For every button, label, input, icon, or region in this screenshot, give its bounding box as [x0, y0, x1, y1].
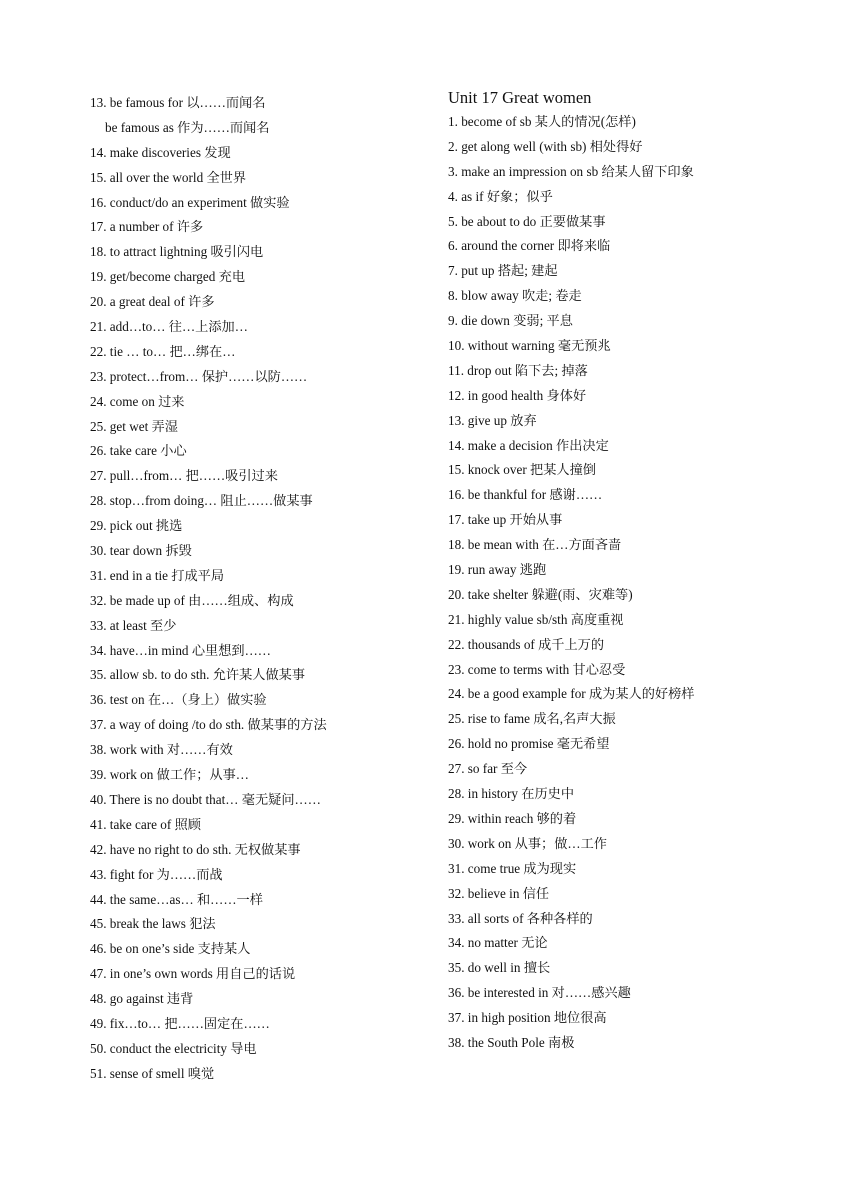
list-item: 43. fight for 为……而战 — [90, 866, 223, 882]
list-item: 2. get along well (with sb) 相处得好 — [448, 138, 643, 154]
list-item: 14. make discoveries 发现 — [90, 144, 231, 160]
list-item: 46. be on one’s side 支持某人 — [90, 941, 251, 957]
list-item: 26. take care 小心 — [90, 443, 187, 459]
list-item: 16. conduct/do an experiment 做实验 — [90, 194, 290, 210]
right-column — [448, 86, 828, 1056]
list-item: 34. no matter 无论 — [448, 935, 548, 951]
list-item: 3. make an impression on sb 给某人留下印象 — [448, 163, 694, 179]
list-item: 19. get/become charged 充电 — [90, 269, 246, 285]
list-item: 31. come true 成为现实 — [448, 860, 577, 876]
list-item: 49. fix…to… 把……固定在…… — [90, 1015, 270, 1031]
right-entry-list — [448, 110, 828, 1056]
list-item: 12. in good health 身体好 — [448, 387, 587, 403]
list-item: 27. pull…from… 把……吸引过来 — [90, 468, 278, 484]
list-item: 31. end in a tie 打成平局 — [90, 567, 225, 583]
list-item: 24. be a good example for 成为某人的好榜样 — [448, 686, 695, 702]
list-item: 41. take care of 照顾 — [90, 816, 201, 832]
list-item: 47. in one’s own words 用自己的话说 — [90, 966, 296, 982]
list-item: 10. without warning 毫无预兆 — [448, 338, 611, 354]
list-item: 23. come to terms with 甘心忍受 — [448, 661, 626, 677]
list-item: 17. a number of 许多 — [90, 219, 204, 235]
list-item: 9. die down 变弱; 平息 — [448, 313, 573, 329]
list-item: 26. hold no promise 毫无希望 — [448, 736, 610, 752]
list-item: 48. go against 违背 — [90, 991, 194, 1007]
list-item: 18. to attract lightning 吸引闪电 — [90, 244, 264, 260]
list-item: 40. There is no doubt that… 毫无疑问…… — [90, 791, 321, 807]
list-item: 38. work with 对……有效 — [90, 742, 233, 758]
list-item: 42. have no right to do sth. 无权做某事 — [90, 841, 301, 857]
list-item: 21. highly value sb/sth 高度重视 — [448, 611, 624, 627]
list-item: 13. be famous for 以……而闻名 — [90, 95, 266, 110]
list-item: 30. tear down 拆毁 — [90, 543, 192, 559]
unit-title: Unit 17 Great women — [448, 88, 592, 107]
list-item: 28. in history 在历史中 — [448, 786, 575, 802]
list-item: 20. a great deal of 许多 — [90, 294, 215, 310]
list-item: 20. take shelter 躲避(雨、灾难等) — [448, 586, 633, 602]
list-item: 8. blow away 吹走; 卷走 — [448, 288, 582, 304]
list-item: 30. work on 从事；做…工作 — [448, 835, 607, 851]
list-item: 27. so far 至今 — [448, 761, 528, 777]
list-item: 45. break the laws 犯法 — [90, 916, 216, 932]
list-item: 25. rise to fame 成名,名声大振 — [448, 711, 616, 727]
list-item: 25. get wet 弄湿 — [90, 418, 178, 434]
list-item: 22. tie … to… 把…绑在… — [90, 343, 236, 359]
list-item: 34. have…in mind 心里想到…… — [90, 642, 271, 658]
list-item: 39. work on 做工作；从事… — [90, 767, 249, 783]
list-item: 1. become of sb 某人的情况(怎样) — [448, 114, 636, 129]
list-item: 35. allow sb. to do sth. 允许某人做某事 — [90, 667, 306, 683]
list-item: 19. run away 逃跑 — [448, 562, 547, 578]
list-item: 38. the South Pole 南极 — [448, 1034, 575, 1050]
list-item: 13. give up 放弃 — [448, 412, 537, 428]
list-item: 28. stop…from doing… 阻止……做某事 — [90, 493, 313, 509]
list-item: 37. a way of doing /to do sth. 做某事的方法 — [90, 717, 327, 733]
list-item: 50. conduct the electricity 导电 — [90, 1040, 257, 1056]
list-item: 18. be mean with 在…方面吝啬 — [448, 537, 622, 553]
list-item: 7. put up 搭起; 建起 — [448, 263, 558, 279]
list-item: 22. thousands of 成千上万的 — [448, 636, 605, 652]
list-item: 16. be thankful for 感谢…… — [448, 487, 603, 503]
list-item: 15. all over the world 全世界 — [90, 169, 247, 185]
list-item: 29. pick out 挑选 — [90, 518, 183, 534]
list-item: 21. add…to… 往…上添加… — [90, 319, 248, 335]
list-item: 17. take up 开始从事 — [448, 512, 563, 528]
list-item: 51. sense of smell 嗅觉 — [90, 1065, 215, 1081]
list-item: 37. in high position 地位很高 — [448, 1010, 607, 1026]
list-item: 36. be interested in 对……感兴趣 — [448, 985, 631, 1001]
list-item: 33. all sorts of 各种各样的 — [448, 910, 593, 926]
list-item: 14. make a decision 作出决定 — [448, 437, 609, 453]
list-item: be famous as 作为……而闻名 — [105, 119, 270, 135]
list-item: 24. come on 过来 — [90, 393, 185, 409]
list-item: 32. believe in 信任 — [448, 885, 550, 901]
list-item: 44. the same…as… 和……一样 — [90, 891, 263, 907]
list-item: 4. as if 好象；似乎 — [448, 188, 553, 204]
list-item: 32. be made up of 由……组成、构成 — [90, 592, 294, 608]
list-item: 5. be about to do 正要做某事 — [448, 213, 606, 229]
left-column — [90, 91, 430, 1087]
list-item: 6. around the corner 即将来临 — [448, 238, 611, 254]
list-item: 36. test on 在…（身上）做实验 — [90, 692, 267, 708]
list-item: 15. knock over 把某人撞倒 — [448, 462, 596, 478]
list-item: 29. within reach 够的着 — [448, 810, 577, 826]
list-item: 33. at least 至少 — [90, 617, 177, 633]
left-entry-list — [90, 91, 430, 1087]
list-item: 35. do well in 擅长 — [448, 960, 551, 976]
list-item: 11. drop out 陷下去; 掉落 — [448, 362, 588, 378]
list-item: 23. protect…from… 保护……以防…… — [90, 368, 308, 384]
